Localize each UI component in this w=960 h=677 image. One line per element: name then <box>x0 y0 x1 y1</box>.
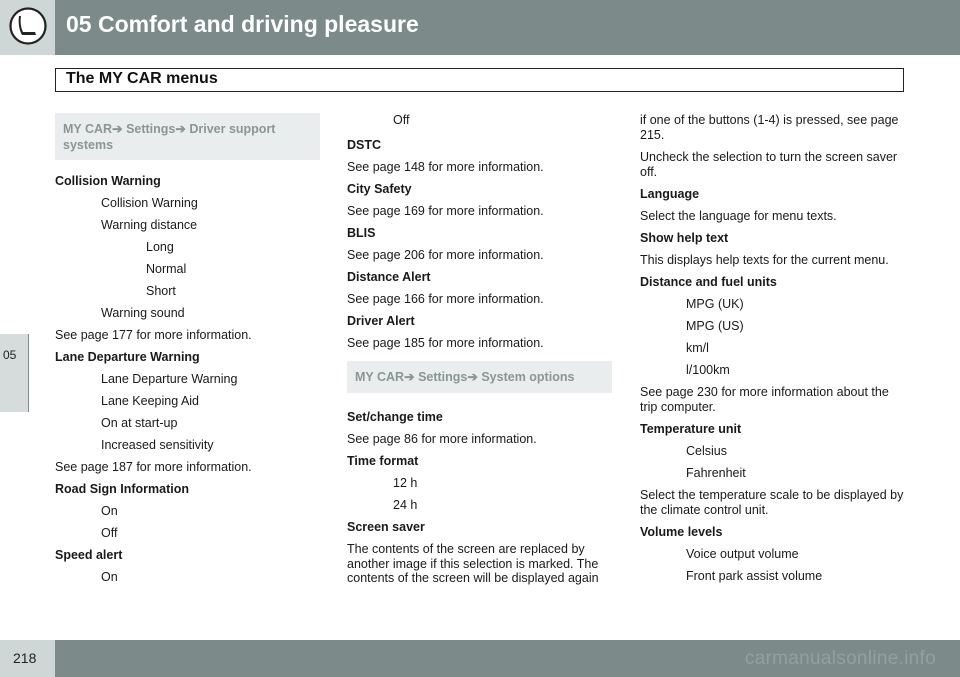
list-item: Short <box>146 284 176 298</box>
section-title: The MY CAR menus <box>66 70 218 87</box>
column-1 <box>55 113 320 592</box>
heading-time-format: Time format <box>347 454 419 468</box>
chapter-tab <box>0 334 29 412</box>
list-item: 12 h <box>393 476 418 490</box>
list-item: Increased sensitivity <box>101 438 214 452</box>
list-item: Long <box>146 240 174 254</box>
heading-units: Distance and fuel units <box>640 275 777 289</box>
paragraph: This displays help texts for the current menu. <box>640 253 889 267</box>
page-reference: See page 187 for more information. <box>55 460 252 474</box>
paragraph: Select the language for menu texts. <box>640 209 837 223</box>
heading-distance-alert: Distance Alert <box>347 270 431 284</box>
page-reference: See page 177 for more information. <box>55 328 252 342</box>
chapter-tab-label: 05 <box>3 348 17 362</box>
list-item: Front park assist volume <box>686 569 823 583</box>
menu-path-system-options <box>347 361 612 393</box>
list-item: Fahrenheit <box>686 466 746 480</box>
page-reference: See page 169 for more information. <box>347 204 544 218</box>
menu-path-driver-support <box>55 113 320 160</box>
page-reference: See page 86 for more information. <box>347 432 537 446</box>
list-item: Off <box>101 526 118 540</box>
list-item: Off <box>393 113 410 127</box>
chapter-title: 05 Comfort and driving pleasure <box>66 11 419 37</box>
watermark: carmanualsonline.info <box>744 648 936 669</box>
heading-help-text: Show help text <box>640 231 729 245</box>
page-number: 218 <box>13 650 37 666</box>
chapter-icon-box <box>0 0 55 55</box>
paragraph: The contents of the screen are replaced by another image if this selection is marked. The contents of the screen will be displayed again <box>347 542 599 585</box>
list-item: Voice output volume <box>686 547 799 561</box>
list-item: Normal <box>146 262 187 276</box>
path-system-options: System options <box>481 370 575 384</box>
page-reference: See page 148 for more information. <box>347 160 544 174</box>
page-number-box <box>0 640 55 677</box>
heading-volume: Volume levels <box>640 525 723 539</box>
path-my-car: MY CAR <box>355 370 405 384</box>
column-2 <box>347 113 612 593</box>
heading-collision-warning: Collision Warning <box>55 174 161 188</box>
paragraph: Uncheck the selection to turn the screen saver off. <box>640 150 898 179</box>
heading-lane-departure: Lane Departure Warning <box>55 350 200 364</box>
page-reference: See page 166 for more information. <box>347 292 544 306</box>
path-settings: Settings <box>126 122 176 136</box>
list-item: Lane Departure Warning <box>101 372 238 386</box>
heading-dstc: DSTC <box>347 138 382 152</box>
list-item: MPG (UK) <box>686 297 744 311</box>
paragraph: if one of the buttons (1-4) is pressed, see page 215. <box>640 113 899 142</box>
list-item: Celsius <box>686 444 727 458</box>
heading-speed-alert: Speed alert <box>55 548 123 562</box>
heading-road-sign: Road Sign Information <box>55 482 190 496</box>
seat-icon <box>8 6 48 46</box>
heading-screen-saver: Screen saver <box>347 520 425 534</box>
page-reference: See page 206 for more information. <box>347 248 544 262</box>
arrow-right-icon: ➔ <box>404 370 415 384</box>
path-my-car: MY CAR <box>63 122 113 136</box>
section-title-bar <box>55 68 904 92</box>
list-item: Warning distance <box>101 218 198 232</box>
list-item: km/l <box>686 341 709 355</box>
path-settings: Settings <box>418 370 468 384</box>
page-reference: See page 230 for more information about the trip computer. <box>640 385 889 414</box>
path-driver-support: Driver support systems <box>63 122 276 152</box>
list-item: 24 h <box>393 498 418 512</box>
page-reference: See page 185 for more information. <box>347 336 544 350</box>
paragraph: Select the temperature scale to be displayed by the climate control unit. <box>640 488 904 517</box>
heading-language: Language <box>640 187 700 201</box>
list-item: On at start-up <box>101 416 178 430</box>
arrow-right-icon: ➔ <box>467 370 478 384</box>
arrow-right-icon: ➔ <box>175 122 186 136</box>
list-item: On <box>101 504 118 518</box>
arrow-right-icon: ➔ <box>112 122 123 136</box>
heading-temperature: Temperature unit <box>640 422 742 436</box>
list-item: Lane Keeping Aid <box>101 394 200 408</box>
list-item: Warning sound <box>101 306 185 320</box>
page-footer <box>0 640 960 677</box>
list-item: MPG (US) <box>686 319 744 333</box>
list-item: Collision Warning <box>101 196 198 210</box>
list-item: l/100km <box>686 363 730 377</box>
chapter-header <box>0 0 960 55</box>
list-item: On <box>101 570 118 584</box>
column-3 <box>640 113 905 591</box>
heading-blis: BLIS <box>347 226 376 240</box>
heading-driver-alert: Driver Alert <box>347 314 415 328</box>
heading-city-safety: City Safety <box>347 182 412 196</box>
heading-set-time: Set/change time <box>347 410 443 424</box>
